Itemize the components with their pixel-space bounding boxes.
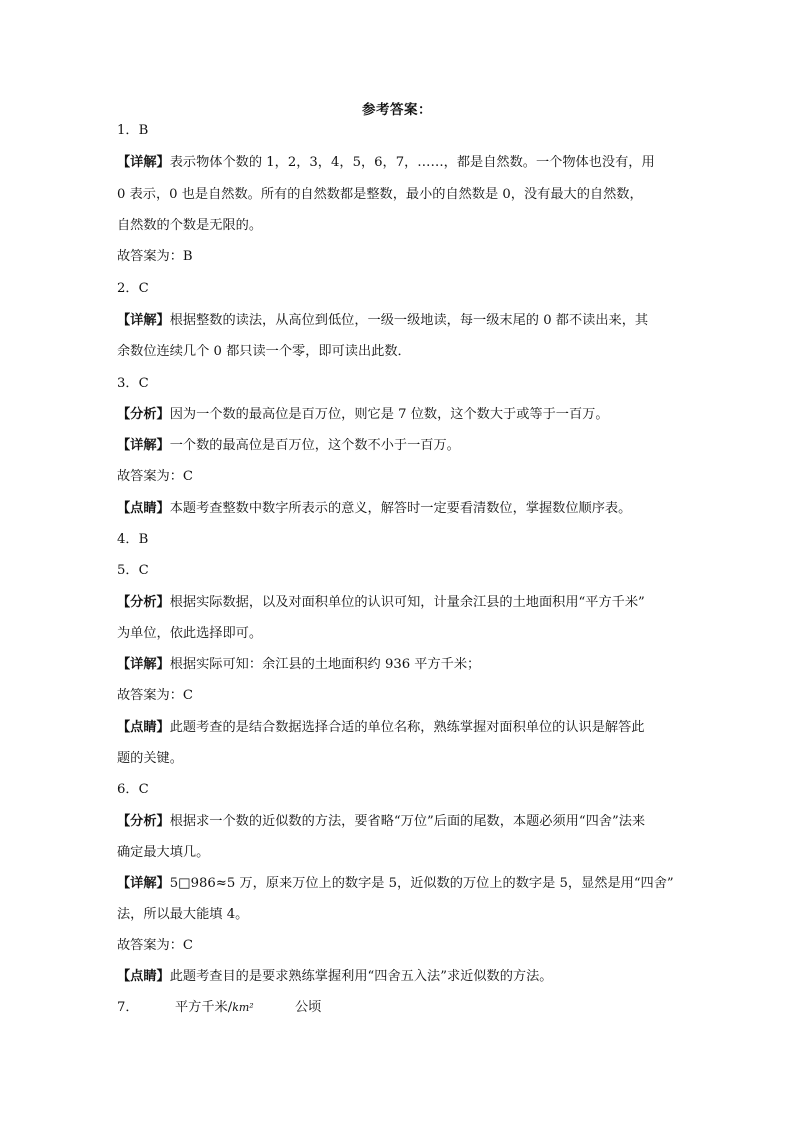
section-tag: 【详解】 bbox=[117, 155, 170, 170]
line-text: 6．C bbox=[117, 782, 149, 797]
line-text: 2．C bbox=[117, 281, 149, 296]
answer-line bbox=[117, 343, 411, 361]
answer-line bbox=[117, 625, 262, 643]
line-text: 题的关键。 bbox=[117, 751, 183, 766]
answer-line bbox=[117, 687, 193, 705]
answer-line bbox=[117, 375, 149, 393]
answer-line bbox=[117, 312, 648, 330]
answer-line bbox=[117, 186, 643, 204]
answer-line bbox=[117, 406, 609, 424]
section-tag: 【分析】 bbox=[117, 814, 170, 829]
question-number: 7． bbox=[117, 1000, 139, 1015]
line-text: 根据整数的读法，从高位到低位，一级一级地读，每一级末尾的 0 都不读出来，其 bbox=[169, 313, 649, 328]
section-tag: 【分析】 bbox=[117, 595, 170, 610]
line-text: 根据实际可知：余江县的土地面积约 936 平方千米； bbox=[169, 657, 481, 672]
line-text: 5□986≈5 万，原来万位上的数字是 5，近似数的万位上的数字是 5，显然是用“四舍” bbox=[169, 876, 674, 891]
answer-line bbox=[117, 594, 645, 612]
section-tag: 【详解】 bbox=[117, 876, 170, 891]
section-tag: 【点睛】 bbox=[117, 501, 170, 516]
answer-line bbox=[117, 844, 209, 862]
line-text: 故答案为：C bbox=[117, 938, 194, 953]
answer-line bbox=[117, 437, 460, 455]
answer-1-unit: km² bbox=[232, 1001, 254, 1014]
answer-line bbox=[117, 280, 149, 298]
answer-line bbox=[117, 562, 149, 580]
answer-blank-2: 公顷 bbox=[295, 1000, 322, 1015]
line-text: 法，所以最大能填 4。 bbox=[117, 907, 249, 922]
line-text: 故答案为：B bbox=[117, 249, 193, 264]
answer-line bbox=[117, 875, 674, 893]
answer-blank-1 bbox=[175, 999, 254, 1017]
line-text: 自然数的个数是无限的。 bbox=[117, 218, 263, 233]
page-title: 参考答案： bbox=[362, 102, 432, 118]
line-text: 故答案为：C bbox=[117, 469, 194, 484]
section-tag: 【详解】 bbox=[117, 657, 170, 672]
answer-1-text: 平方千米/ bbox=[175, 1000, 233, 1015]
section-tag: 【详解】 bbox=[117, 313, 170, 328]
line-text: 根据求一个数的近似数的方法，要省略“万位”后面的尾数，本题必须用“四舍”法来 bbox=[169, 814, 646, 829]
line-text: 为单位，依此选择即可。 bbox=[117, 626, 263, 641]
answer-line bbox=[117, 531, 148, 549]
section-tag: 【分析】 bbox=[117, 407, 170, 422]
line-text: 表示物体个数的 1，2，3，4，5，6，7，……，都是自然数。一个物体也没有，用 bbox=[169, 155, 655, 170]
answer-line bbox=[117, 154, 655, 172]
line-text: 根据实际数据，以及对面积单位的认识可知，计量余江县的土地面积用“平方千米” bbox=[169, 595, 645, 610]
line-text: 1．B bbox=[117, 123, 149, 138]
answer-line bbox=[117, 750, 183, 768]
line-text: 0 表示，0 也是自然数。所有的自然数都是整数，最小的自然数是 0，没有最大的自然数， bbox=[117, 187, 643, 202]
answer-line bbox=[117, 122, 148, 140]
line-text: 一个数的最高位是百万位，这个数不小于一百万。 bbox=[169, 438, 460, 453]
line-text: 此题考查的是结合数据选择合适的单位名称，熟练掌握对面积单位的认识是解答此 bbox=[169, 720, 645, 735]
line-text: 5．C bbox=[117, 563, 149, 578]
line-text: 4．B bbox=[117, 532, 149, 547]
section-tag: 【详解】 bbox=[117, 438, 170, 453]
answer-line bbox=[117, 217, 262, 235]
line-text: 确定最大填几。 bbox=[117, 845, 210, 860]
question-7-answer bbox=[117, 999, 322, 1017]
line-text: 3．C bbox=[117, 376, 149, 391]
line-text: 余数位连续几个 0 都只读一个零，即可读出此数． bbox=[117, 344, 411, 359]
answer-line bbox=[117, 781, 149, 799]
section-tag: 【点睛】 bbox=[117, 969, 170, 984]
answer-line bbox=[117, 906, 248, 924]
answer-line bbox=[117, 813, 645, 831]
line-text: 此题考查目的是要求熟练掌握利用“四舍五入法”求近似数的方法。 bbox=[169, 969, 553, 984]
line-text: 本题考查整数中数字所表示的意义，解答时一定要看清数位，掌握数位顺序表。 bbox=[169, 501, 632, 516]
answer-line bbox=[117, 937, 193, 955]
line-text: 因为一个数的最高位是百万位，则它是 7 位数，这个数大于或等于一百万。 bbox=[169, 407, 609, 422]
answer-line bbox=[117, 719, 645, 737]
line-text: 故答案为：C bbox=[117, 688, 194, 703]
answer-line bbox=[117, 500, 631, 518]
answer-line bbox=[117, 468, 193, 486]
answer-line bbox=[117, 656, 480, 674]
section-tag: 【点睛】 bbox=[117, 720, 170, 735]
answer-line bbox=[117, 248, 193, 266]
answer-line bbox=[117, 968, 552, 986]
